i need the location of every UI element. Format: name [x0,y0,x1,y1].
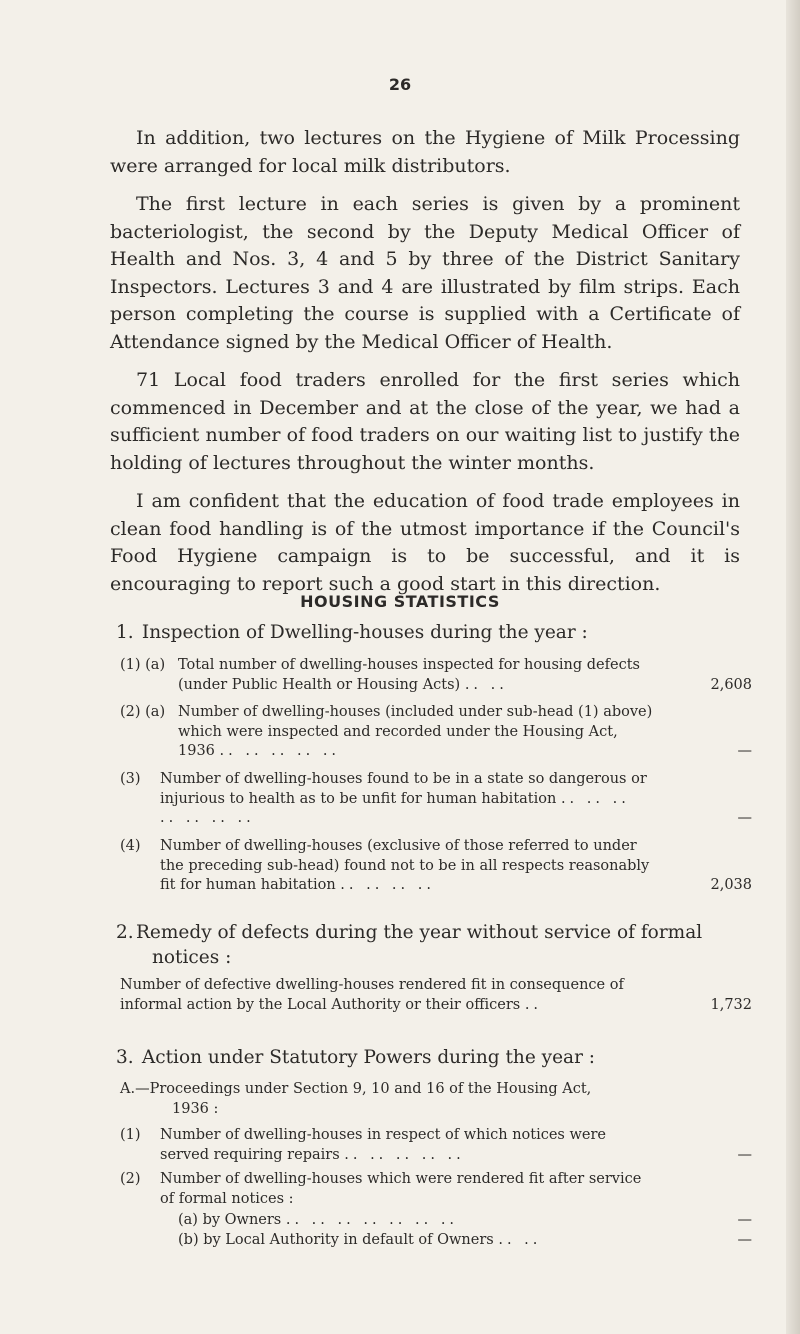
page-number: 26 [388,75,412,94]
item-tag: (3) [120,771,141,787]
subsection-title-cont: 1936 : [172,1100,219,1117]
item-tag: (4) [120,838,141,854]
item-text: Number of dwelling-houses in respect of which notices were served requiring repairs [160,1127,606,1163]
item-value: — [737,743,752,759]
dot-leader: .. .. .. .. .. [219,743,341,759]
item-value: 2,608 [710,676,752,693]
dot-leader: .. .. [464,676,508,693]
item-tag: (1) [120,1127,141,1143]
paragraph: In addition, two lectures on the Hygiene of Milk Processing were arranged for local milk distributors. [110,127,740,177]
section-heading: HOUSING STATISTICS [300,592,500,611]
paragraph: I am confident that the education of food trade employees in clean food handling is of the utmost importance if the Council's Food Hygiene campaign is to be successful, and it is encouraging to report such a good start in this direction. [110,490,740,595]
list-item [120,1231,752,1251]
item-value: — [737,1146,752,1163]
item-value: — [737,1232,752,1248]
list-item [120,1170,752,1209]
dot-leader: .. .. .. .. .. .. .. [285,1212,459,1228]
item-value: — [737,1212,752,1228]
item-text: (b) by Local Authority in default of Owners [178,1232,494,1248]
list-item [120,976,752,1015]
list-item [120,656,752,695]
list-item [120,770,752,829]
section-2-title [116,920,702,970]
paragraph: The first lecture in each series is given by a prominent bacteriologist, the second by the Deputy Medical Officer of Health and Nos. 3, 4 and 5 by three of the District Sanitary Inspectors. Lectures 3 and 4 are illustrated by film strips. Each person completing the course is supplied with a Certificate of Attendance signed by the Medical Officer of Health. [110,193,740,353]
section-title: Remedy of defects during the year without service of formal [136,922,703,943]
section-1-title [116,620,588,645]
section-number: 3. [116,1047,134,1068]
item-value: — [737,810,752,826]
list-item [120,703,752,762]
item-value: 1,732 [710,996,752,1013]
subsection-title: A.—Proceedings under Section 9, 10 and 16 of the Housing Act, [120,1081,592,1097]
section-3-title [116,1045,595,1070]
item-text: Number of dwelling-houses (included under sub-head (1) above) which were inspected and recorded under the Housing Act, 1936 [178,704,653,759]
list-item [120,1126,752,1165]
section-title-cont: notices : [152,947,232,968]
section-number: 1. [116,622,134,643]
dot-leader: .. .. [498,1232,542,1248]
page-edge [786,0,800,1334]
item-tag: (2) (a) [120,704,166,720]
item-text: Number of dwelling-houses found to be in a state so dangerous or injurious to health as to be unfit for human habitation [160,771,647,807]
item-text: Number of dwelling-houses which were rendered fit after service of formal notices : [160,1171,642,1207]
section-title: Inspection of Dwelling-houses during the year : [141,622,588,643]
list-item [120,1211,752,1231]
item-value: 2,038 [710,877,752,893]
item-tag: (2) [120,1171,141,1187]
section-title: Action under Statutory Powers during the year : [141,1047,596,1068]
list-item [120,837,752,896]
paragraph: 71 Local food traders enrolled for the first series which commenced in December and at the close of the year, we had a sufficient number of food traders on our waiting list to justify the holding of lectures throughout the winter months. [110,369,740,474]
item-text: Number of dwelling-houses (exclusive of those referred to under the preceding sub-head) found not to be in all respects reasonably fit for human habitation [160,838,650,893]
dot-leader: .. [524,996,543,1013]
item-text: Total number of dwelling-houses inspected for housing defects (under Public Health or Housing Acts) [178,657,640,693]
dot-leader: .. .. .. .. .. .. .. [160,790,630,826]
dot-leader: .. .. .. .. .. [344,1146,465,1163]
item-text: (a) by Owners [178,1212,282,1228]
subsection-a [120,1080,591,1119]
item-tag: (1) (a) [120,657,166,673]
item-text: Number of defective dwelling-houses rendered fit in consequence of informal action by the Local Authority or their officers [120,977,624,1013]
dot-leader: .. .. .. .. [340,877,435,893]
intro-text [110,125,740,609]
section-number: 2. [116,922,134,943]
